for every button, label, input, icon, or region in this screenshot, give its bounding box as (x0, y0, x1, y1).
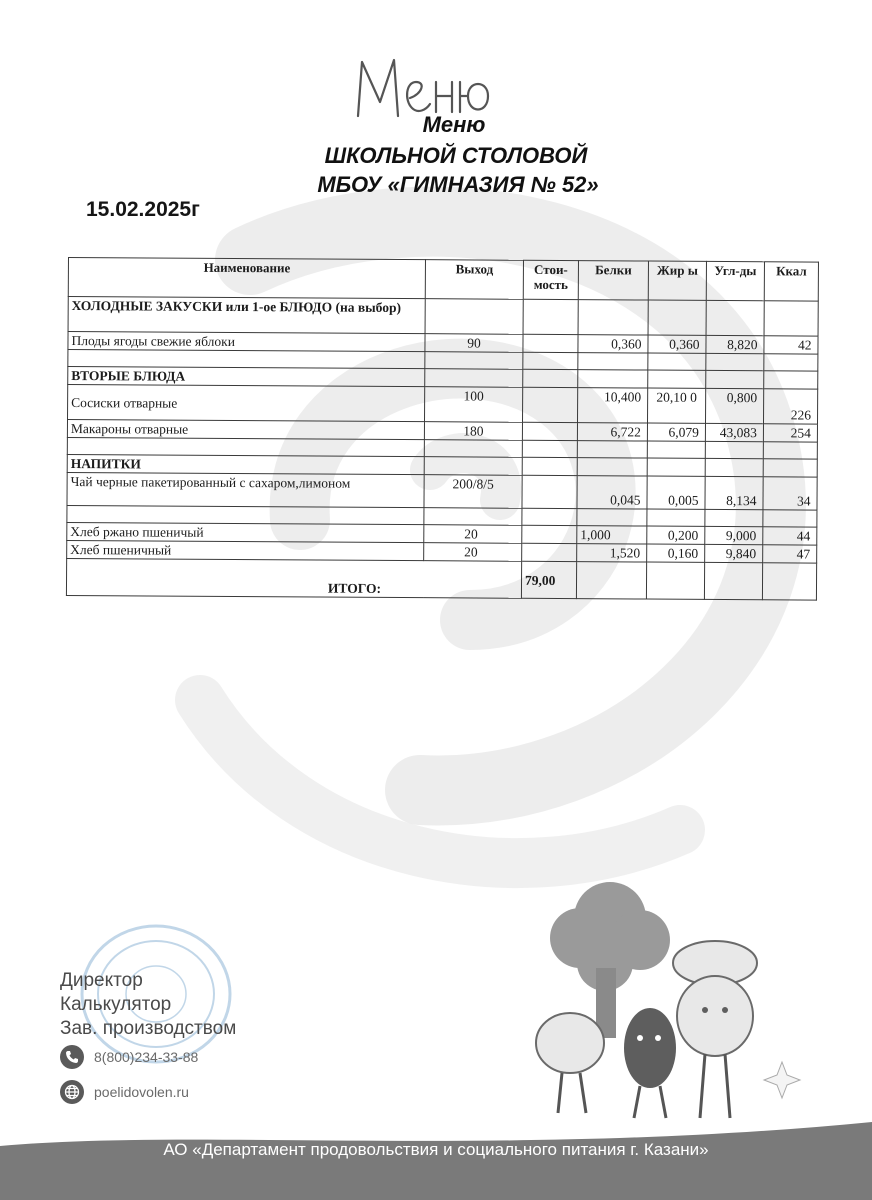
row-output: 180 (424, 422, 522, 441)
row-kcal: 34 (763, 477, 817, 510)
row-name: Хлеб пшеничный (67, 540, 424, 560)
row-carbs: 9,000 (705, 526, 763, 544)
row-fat: 6,079 (647, 423, 705, 441)
row-protein: 0,360 (578, 335, 648, 353)
row-name: Макароны отварные (67, 420, 424, 440)
footer-role-production-head: Зав. производством (60, 1018, 237, 1039)
header-kcal: Ккал (764, 262, 818, 301)
row-fat: 0,160 (647, 544, 705, 562)
row-output: 20 (424, 543, 522, 562)
footer-website (60, 1080, 189, 1104)
row-output: 200/8/5 (424, 475, 522, 509)
row-kcal: 254 (763, 424, 817, 442)
row-name: Плоды ягоды свежие яблоки (68, 332, 425, 352)
section-row-cold (68, 297, 818, 337)
row-carbs: 8,134 (705, 476, 763, 509)
section-cold-label: ХОЛОДНЫЕ ЗАКУСКИ или 1-ое БЛЮДО (на выбор) (68, 297, 425, 334)
row-protein: 1,520 (577, 544, 647, 562)
row-protein: 1,000 (577, 526, 647, 544)
row-name: Хлеб ржано пшеничый (67, 522, 424, 542)
title-line-menu: Меню (422, 112, 486, 137)
row-carbs: 8,820 (706, 335, 764, 353)
row-carbs: 9,840 (705, 544, 763, 562)
table-row (68, 385, 818, 425)
row-output: 20 (424, 525, 522, 544)
globe-icon (60, 1080, 84, 1104)
star-icon (762, 1060, 802, 1100)
footer-role-director: Директор (60, 970, 143, 991)
table-header-row (68, 258, 818, 302)
row-kcal: 226 (763, 389, 817, 424)
header-cost: Стои-мость (523, 260, 578, 299)
section-drinks-label: НАПИТКИ (67, 454, 424, 474)
row-name: Чай черные пакетированный с сахаром,лимоном (67, 472, 424, 507)
row-fat: 20,10 0 (647, 388, 705, 423)
row-protein: 6,722 (577, 423, 647, 441)
menu-date: 15.02.2025г (86, 198, 200, 221)
title-line-canteen: ШКОЛЬНОЙ СТОЛОВОЙ (324, 143, 588, 168)
row-carbs: 43,083 (705, 423, 763, 441)
row-fat: 0,200 (647, 526, 705, 544)
total-cost: 79,00 (521, 561, 576, 598)
header-carbs: Угл-ды (706, 261, 764, 300)
row-fat: 0,360 (648, 335, 706, 353)
phone-number: 8(800)234-33-88 (94, 1049, 199, 1065)
row-protein: 0,045 (577, 476, 647, 509)
row-name: Сосиски отварные (68, 385, 425, 422)
vegetable-mascots-illustration (500, 868, 800, 1128)
footer-phone (60, 1045, 198, 1069)
row-output: 90 (425, 334, 523, 353)
section-second-label: ВТОРЫЕ БЛЮДА (68, 367, 425, 387)
menu-table (66, 257, 819, 601)
row-kcal: 44 (763, 527, 817, 545)
phone-icon (60, 1045, 84, 1069)
table-row (67, 472, 817, 510)
website-link[interactable]: poelidovolen.ru (94, 1084, 189, 1100)
row-protein: 10,400 (577, 388, 647, 423)
row-carbs: 0,800 (705, 388, 763, 423)
footer-role-calculator: Калькулятор (60, 994, 172, 1015)
row-fat: 0,005 (647, 476, 705, 509)
title-line-school: МБОУ «ГИМНАЗИЯ № 52» (317, 172, 599, 197)
row-kcal: 47 (763, 545, 817, 563)
header-name: Наименование (68, 258, 425, 299)
footer-organization: АО «Департамент продовольствия и социального питания г. Казани» (163, 1140, 709, 1159)
header-output: Выход (425, 260, 523, 300)
total-row (66, 558, 816, 600)
row-output: 100 (425, 387, 523, 423)
header-protein: Белки (578, 261, 648, 300)
total-label: ИТОГО: (66, 558, 521, 598)
header-fat: Жир ы (648, 261, 706, 300)
row-kcal: 42 (764, 336, 818, 354)
